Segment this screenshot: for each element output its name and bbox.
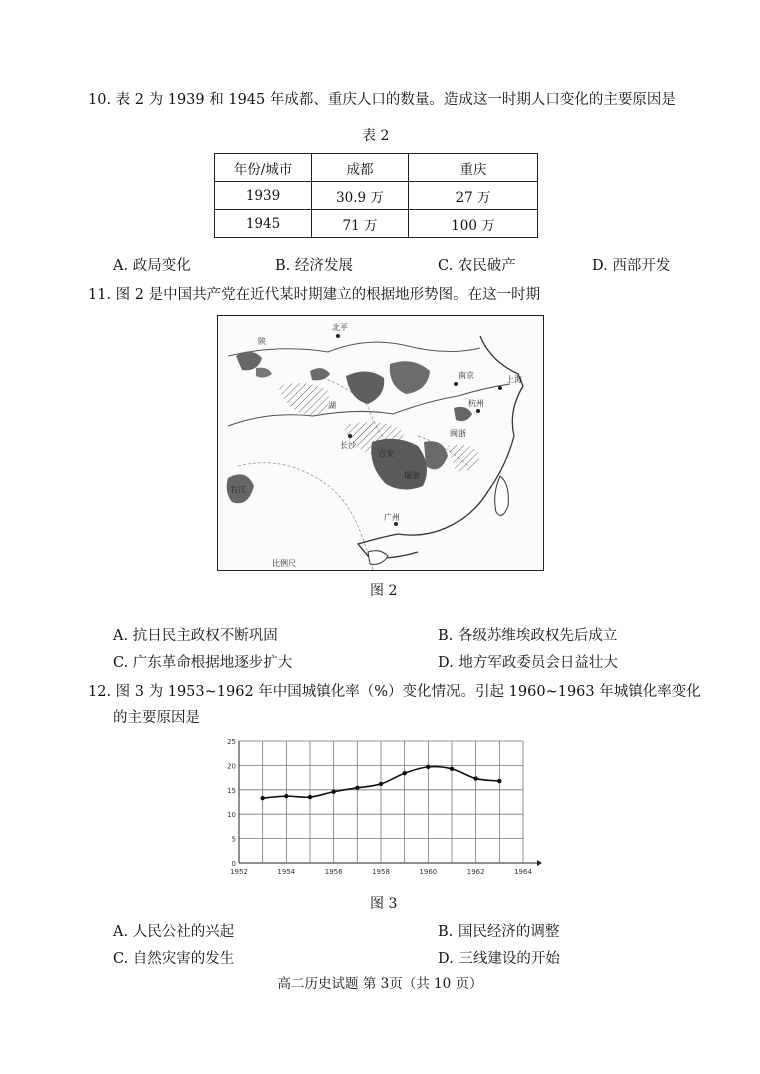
q10-option-d: D. 西部开发 xyxy=(592,258,671,274)
city-dot xyxy=(454,382,458,386)
hatched-area xyxy=(448,445,480,472)
shaded-base-area xyxy=(310,368,330,380)
q10-option-b: B. 经济发展 xyxy=(275,258,353,274)
city-dot xyxy=(476,409,480,413)
map-label-jian: 吉安 xyxy=(378,449,394,458)
data-point xyxy=(284,794,288,798)
map-svg xyxy=(218,316,543,570)
x-axis-arrow xyxy=(537,860,542,866)
map-label-youjiang: 右江 xyxy=(230,485,246,494)
q10-option-c: C. 农民破产 xyxy=(438,258,516,274)
x-tick-label: 1954 xyxy=(277,868,296,876)
q11-option-c: C. 广东革命根据地逐步扩大 xyxy=(113,655,293,671)
city-dot xyxy=(348,434,352,438)
map-label-changsha: 长沙 xyxy=(340,441,356,450)
x-tick-label: 1962 xyxy=(466,868,485,876)
figure3-caption: 图 3 xyxy=(370,896,398,912)
q12-stem-line2: 的主要原因是 xyxy=(113,710,200,726)
city-dot xyxy=(394,522,398,526)
x-tick-label: 1952 xyxy=(230,868,248,876)
table-cell: 100 万 xyxy=(409,210,538,238)
shaded-base-area xyxy=(454,407,472,421)
y-tick-label: 15 xyxy=(227,786,236,795)
hatched-area xyxy=(278,383,329,416)
table-row xyxy=(215,210,538,238)
shaded-base-area xyxy=(424,441,448,469)
q12-option-b: B. 国民经济的调整 xyxy=(438,924,560,940)
table-header-cell: 年份/城市 xyxy=(215,154,312,182)
map-label-nanjing: 南京 xyxy=(458,371,474,380)
map-label-guangzhou: 广州 xyxy=(384,513,400,522)
q11-option-d: D. 地方军政委员会日益壮大 xyxy=(438,655,618,671)
map-label-top: 北平 xyxy=(332,323,348,332)
q12-option-d: D. 三线建设的开始 xyxy=(438,951,560,967)
y-tick-label: 20 xyxy=(227,762,236,771)
taiwan-island xyxy=(495,476,509,515)
data-point xyxy=(379,782,383,786)
q12-option-a: A. 人民公社的兴起 xyxy=(113,924,235,940)
map-label-ruijin: 瑞金 xyxy=(404,471,420,480)
map-label-hubei: 湖 xyxy=(328,401,336,410)
table-caption: 表 2 xyxy=(362,128,390,144)
table-header-cell: 重庆 xyxy=(409,154,538,182)
hainan-island xyxy=(368,551,388,565)
y-tick-label: 5 xyxy=(231,835,236,844)
table-header-row xyxy=(215,154,538,182)
data-point xyxy=(308,795,312,799)
data-point xyxy=(497,779,501,783)
y-tick-label: 0 xyxy=(231,860,236,868)
map-label-minzhe: 闽浙 xyxy=(450,429,466,438)
data-point xyxy=(473,776,477,780)
shaded-base-area xyxy=(256,368,272,378)
population-table xyxy=(214,153,538,238)
shaded-base-area xyxy=(390,361,430,394)
page-footer: 高二历史试题 第 3页（共 10 页） xyxy=(277,976,483,992)
table-cell: 1939 xyxy=(215,182,312,210)
figure2-caption: 图 2 xyxy=(370,583,398,599)
shaded-base-area xyxy=(371,439,427,490)
map-label-scale: 比例尺 xyxy=(272,559,296,568)
q11-option-b: B. 各级苏维埃政权先后成立 xyxy=(438,628,618,644)
q10-option-a: A. 政局变化 xyxy=(113,258,191,274)
q10-stem: 10. 表 2 为 1939 和 1945 年成都、重庆人口的数量。造成这一时期人口变化的主要原因是 xyxy=(88,92,676,108)
x-tick-label: 1964 xyxy=(514,868,532,876)
chart-svg xyxy=(225,733,545,883)
table-cell: 30.9 万 xyxy=(312,182,409,210)
data-point xyxy=(450,767,454,771)
table-header-cell: 成都 xyxy=(312,154,409,182)
data-point xyxy=(355,786,359,790)
base-area-map xyxy=(217,315,544,571)
shaded-base-area xyxy=(346,371,384,404)
city-dot xyxy=(498,386,502,390)
q12-stem-line1: 12. 图 3 为 1953~1962 年中国城镇化率（%）变化情况。引起 1960~1963 年城镇化率变化 xyxy=(88,684,701,700)
q11-option-a: A. 抗日民主政权不断巩固 xyxy=(113,628,278,644)
y-tick-label: 10 xyxy=(227,811,236,820)
y-tick-label: 25 xyxy=(227,738,236,746)
shaded-base-area xyxy=(236,351,262,370)
q11-stem: 11. 图 2 是中国共产党在近代某时期建立的根据地形势图。在这一时期 xyxy=(88,287,541,303)
x-tick-label: 1960 xyxy=(419,868,438,876)
data-point xyxy=(402,771,406,775)
table-cell: 71 万 xyxy=(312,210,409,238)
data-point xyxy=(426,765,430,769)
map-label-shaanxi: 陕 xyxy=(258,337,266,346)
city-dot xyxy=(336,334,340,338)
x-tick-label: 1958 xyxy=(372,868,390,876)
urbanization-chart xyxy=(225,733,545,883)
q12-option-c: C. 自然灾害的发生 xyxy=(113,951,235,967)
table-cell: 27 万 xyxy=(409,182,538,210)
data-point xyxy=(331,790,335,794)
province-border xyxy=(238,463,373,570)
x-tick-label: 1956 xyxy=(324,868,343,876)
map-label-hangzhou: 杭州 xyxy=(468,399,484,408)
table-cell: 1945 xyxy=(215,210,312,238)
map-label-shanghai: 上海 xyxy=(506,375,522,384)
table-row xyxy=(215,182,538,210)
data-point xyxy=(260,796,264,800)
